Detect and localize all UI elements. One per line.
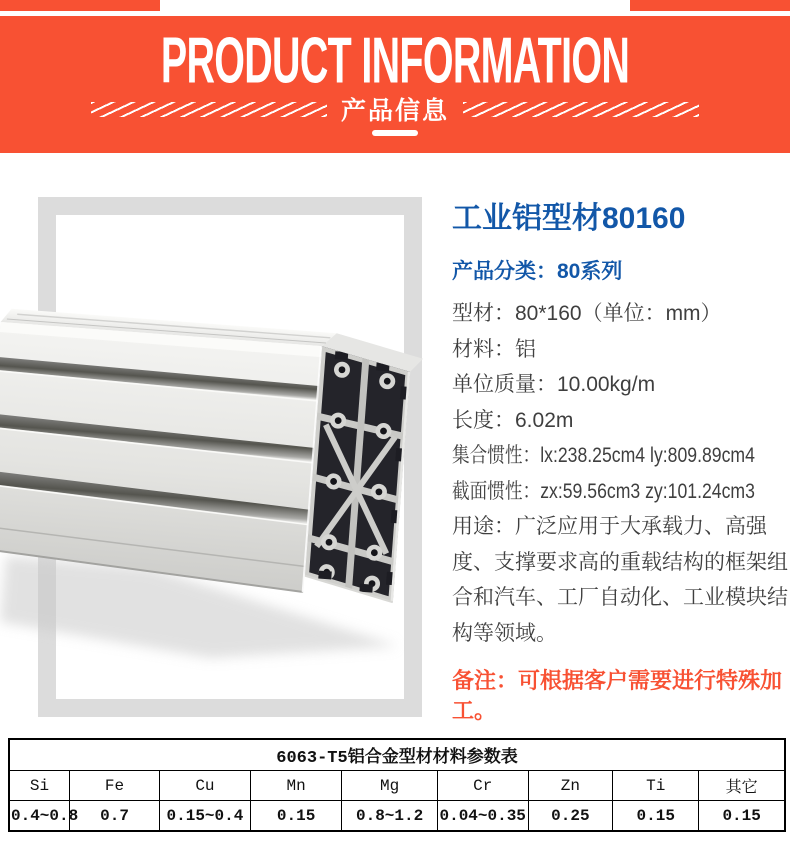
value-si: 0.4~0.8 xyxy=(9,801,70,832)
spec-length: 长度：6.02m xyxy=(452,408,574,432)
product-photo xyxy=(0,300,445,725)
slash-decoration-right-icon xyxy=(463,102,699,117)
banner-title: PRODUCT INFORMATION xyxy=(160,24,630,97)
spec-section-modulus: 截面惯性：zx:59.56cm3 zy:101.24cm3 xyxy=(452,479,755,503)
banner-subtitle-row xyxy=(0,94,790,124)
value-fe: 0.7 xyxy=(70,801,160,832)
column-header-fe: Fe xyxy=(70,771,160,801)
column-header-other: 其它 xyxy=(699,771,785,801)
slash-decoration-left-icon xyxy=(91,102,327,117)
column-header-ti: Ti xyxy=(613,771,699,801)
profile-front-face xyxy=(0,322,322,592)
spec-material: 材料：铝 xyxy=(452,337,536,361)
product-title: 工业铝型材80160 xyxy=(452,202,686,235)
column-header-mg: Mg xyxy=(342,771,437,801)
spec-usage: 用途：广泛应用于大承载力、高强度、支撑要求高的重载结构的框架组合和汽车、工厂自动化、工业模块结构等领域。 xyxy=(452,515,788,645)
product-details xyxy=(452,202,790,726)
column-header-si: Si xyxy=(9,771,70,801)
value-mg: 0.8~1.2 xyxy=(342,801,437,832)
corner-strip-left xyxy=(0,0,160,11)
corner-strip-right xyxy=(630,0,790,11)
product-remark: 备注：可根据客户需要进行特殊加工。 xyxy=(452,668,783,723)
value-cu: 0.15~0.4 xyxy=(160,801,251,832)
banner-subtitle: 产品信息 xyxy=(340,97,449,125)
table-title: 6063-T5铝合金型材材料参数表 xyxy=(9,739,785,771)
value-cr: 0.04~0.35 xyxy=(437,801,528,832)
table-header-row xyxy=(9,771,785,801)
spec-moment-of-inertia: 集合惯性：lx:238.25cm4 ly:809.89cm4 xyxy=(452,444,755,467)
table-title-row xyxy=(9,739,785,771)
spec-profile-size: 型材：80*160（单位：mm） xyxy=(452,302,722,325)
value-other: 0.15 xyxy=(699,801,785,832)
table-value-row xyxy=(9,801,785,832)
underline-dash xyxy=(372,130,418,136)
value-ti: 0.15 xyxy=(613,801,699,832)
value-zn: 0.25 xyxy=(528,801,613,832)
value-mn: 0.15 xyxy=(250,801,342,832)
material-params-table xyxy=(8,738,786,832)
column-header-cr: Cr xyxy=(437,771,528,801)
banner xyxy=(0,16,790,153)
aluminum-profile-render xyxy=(0,308,424,603)
spec-unit-weight: 单位质量：10.00kg/m xyxy=(452,373,656,396)
column-header-cu: Cu xyxy=(160,771,251,801)
product-category: 产品分类：80系列 xyxy=(452,260,623,283)
profile-end-face xyxy=(302,346,413,602)
column-header-zn: Zn xyxy=(528,771,613,801)
column-header-mn: Mn xyxy=(250,771,342,801)
